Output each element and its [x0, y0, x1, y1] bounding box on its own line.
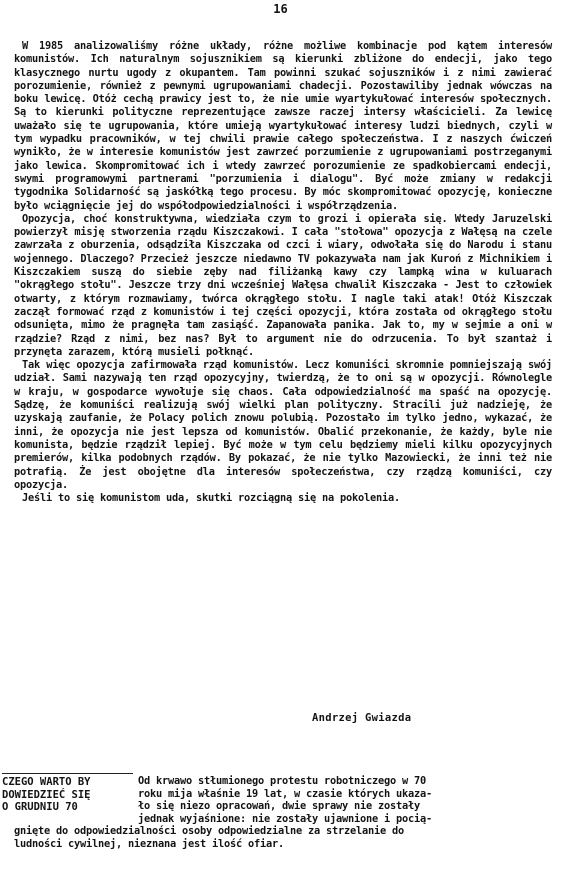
sidebar-line-2: DOWIEDZIEĆ SIĘ — [2, 788, 91, 801]
article-paragraph-2: Opozycja, choć konstruktywna, wiedziała czym to grozi i opierała się. Wtedy Jaruzelski powierzył misję stworzenia rządu Kiszczakowi. I cała "stołowa" opozycja z Wałęsą na czele zawrzała z oburzenia, odsądziła Kiszczaka od czci i wiary, odwołała się do Narodu i stanu wojennego. Dlaczego? Przecież jeszcze niedawno TV pokazywała nam jak Kuroń z Michnikiem i Kiszczakiem suszą do siebie zęby nad filiżanką kawy czy lampką wina w kuluarach "okrągłego stołu". Jeszcze trzy dni wcześniej Wałęsa chwalił Kiszczaka - Jest to człowiek otwarty, z którym rozmawiamy, twórca okrągłego stołu. I nagle taki atak! Otóż Kiszczak zaczął formować rząd z komunistów i tej części opozycji, która została od okrągłego stołu odsunięta, mimo że pragnęła tam zasiąść. Zapanowała panika. Jak to, my w sejmie a oni w rządzie? Rząd z nimi, bez nas? Był to argument nie do odrzucenia. To był szantaż i przynęta zarazem, którą musieli połknąć. — [14, 212, 552, 358]
article-paragraph-4: Jeśli to się komunistom uda, skutki rozciągną się na pokolenia. — [22, 492, 400, 505]
december-70-note — [14, 775, 552, 851]
note-line-1: Od krwawo stłumionego protestu robotniczego w 70 — [138, 775, 426, 787]
page-number: 16 — [273, 2, 288, 16]
note-line-4: jednak wyjaśnione: nie zostały ujawnione i pocią- — [138, 812, 432, 825]
note-line-3: ło się niezo opracowań, dwie sprawy nie zostały — [138, 800, 420, 813]
article-paragraph-1: W 1985 analizowaliśmy różne układy, różne możliwe kombinacje pod kątem interesów komunistów. Ich naturalnym sojusznikiem są kierunki zbliżone do endecji, jako tego klasycznego nurtu ugody z okupantem. Tam powinni szukać sojuszników i z nimi zawierać porozumienie, również z pewnymi ugrupowaniami chadecji. Pozostawiliby jednak wówczas na boku lewicę. Otóż cechą prawicy jest to, że nie umie wyartykułować interesów społecznych. Są to kierunki polityczne reprezentujące zawsze raczej intersy właścicieli. Za lewicę uważało się te ugrupowania, które umieją wyartykułować interesy ludzi biednych, czyli w tym wypadku pracowników, w tej chwili prawie całego społeczeństwa. I z naszych ćwiczeń wynikło, że w interesie komunistów jest zawrzeć porzumienie z ugrupowaniami postrzeganymi jako lewica. Skompromitować ich i wtedy zawrzeć porozumienie ze spadkobiercami endecji, swymi programowymi partnerami "porzumienia i dialogu". Być może zmiany w redakcji tygodnika Solidarność są jaskółką tego procesu. By móc skompromitować opozycję, konieczne było wciągnięcie jej do współodpowiedzialności i współrządzenia. — [14, 40, 552, 212]
note-line-5: gnięte do odpowiedzialności osoby odpowiedzialne za strzelanie do — [14, 825, 404, 838]
author-signature: Andrzej Gwiazda — [312, 712, 412, 724]
article-body — [14, 40, 552, 505]
article-paragraph-3: Tak więc opozycja zafirmowała rząd komunistów. Lecz komuniści skromnie pomniejszają swój udział. Sami nazywają ten rząd opozycyjny, twierdzą, że to oni są w opozycji. Równolegle w kraju, w gospodarce wywołuje się chaos. Cała odpowiedzialność ma spaść na opozycję. Sądzę, że komuniści realizują swój wielki plan polityczny. Stracili już nadzieję, że uzyskają zaufanie, że Polacy polich znowu polubią. Pozostało im tylko jedno, wykazać, że inni, że opozycja nie jest lepsza od komunistów. Obalić przekonanie, że każdy, byle nie komunista, będzie rządził lepiej. Być może w tym celu będziemy mieli kilku opozycyjnych premierów, kilka podobnych rządów. By pokazać, że nie tylko Mazowiecki, że inni też nie potrafią. Że jest obojętne dla interesów społeczeństwa, czy rządzą komuniści, czy opozycja. — [14, 359, 552, 491]
note-line-6: ludności cywilnej, nieznana jest ilość ofiar. — [14, 837, 284, 850]
sidebar-line-3: O GRUDNIU 70 — [2, 801, 78, 813]
note-line-2: roku mija właśnie 19 lat, w czasie których ukaza- — [138, 787, 432, 800]
sidebar-line-1: CZEGO WARTO BY — [2, 776, 91, 788]
